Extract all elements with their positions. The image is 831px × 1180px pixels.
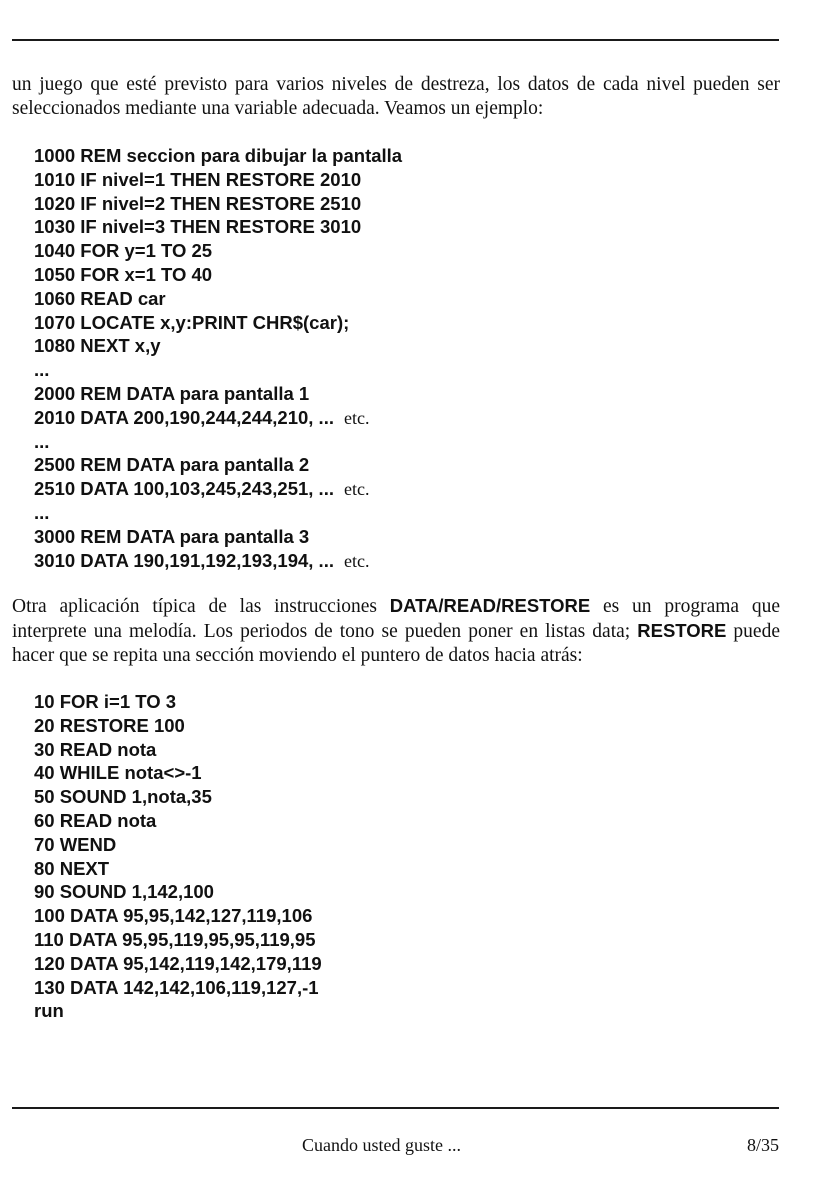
etc-label: etc. bbox=[343, 479, 370, 500]
code-text: 1010 IF nivel=1 THEN RESTORE 2010 bbox=[34, 168, 362, 190]
code-text: 1060 READ car bbox=[34, 287, 166, 309]
code-text: ... bbox=[34, 359, 50, 381]
melody-paragraph bbox=[12, 594, 780, 668]
code-line bbox=[34, 263, 402, 287]
paragraph-text: es un programa que interprete una melodía. Los periodos de tono se pueden poner en listas data; bbox=[12, 596, 780, 642]
code-line: 100 DATA 95,95,142,127,119,106 bbox=[34, 905, 313, 927]
top-rule bbox=[12, 39, 779, 41]
code-text: 1020 IF nivel=2 THEN RESTORE 2510 bbox=[34, 192, 362, 214]
etc-label: etc. bbox=[343, 407, 370, 428]
code-line: 50 SOUND 1,nota,35 bbox=[34, 786, 212, 808]
code-text: 2500 REM DATA para pantalla 2 bbox=[34, 454, 310, 476]
code-line bbox=[34, 311, 402, 335]
code-line: 90 SOUND 1,142,100 bbox=[34, 881, 214, 903]
code-line: 80 NEXT bbox=[34, 857, 110, 879]
code-text: 2000 REM DATA para pantalla 1 bbox=[34, 382, 310, 404]
code-line bbox=[34, 192, 402, 216]
code-text: 1000 REM seccion para dibujar la pantalla bbox=[34, 145, 403, 166]
code-text: 1030 IF nivel=3 THEN RESTORE 3010 bbox=[34, 216, 362, 238]
code-text: 1040 FOR y=1 TO 25 bbox=[34, 240, 213, 262]
code-text: 1050 FOR x=1 TO 40 bbox=[34, 263, 213, 285]
code-line bbox=[34, 144, 402, 168]
code-text: 3000 REM DATA para pantalla 3 bbox=[34, 525, 310, 547]
footer-title: Cuando usted guste ... bbox=[302, 1135, 461, 1155]
code-text: 3010 DATA 190,191,192,193,194, ... bbox=[34, 549, 334, 571]
code-line: 110 DATA 95,95,119,95,95,119,95 bbox=[34, 928, 316, 950]
code-line bbox=[34, 501, 402, 525]
code-line bbox=[34, 549, 402, 573]
code-line bbox=[34, 168, 402, 192]
keyword-data-read-restore: DATA/READ/RESTORE bbox=[389, 595, 591, 616]
code-line bbox=[34, 453, 402, 477]
code-line: run bbox=[34, 1000, 64, 1022]
code-line: 10 FOR i=1 TO 3 bbox=[34, 691, 177, 712]
code-line: 40 WHILE nota<>-1 bbox=[34, 762, 202, 784]
intro-paragraph: un juego que esté previsto para varios niveles de destreza, los datos de cada nivel pueden ser seleccionados mediante una variable adecuada. Veamos un ejemplo: bbox=[12, 74, 780, 119]
page-number: 8/35 bbox=[746, 1135, 779, 1155]
code-line: 20 RESTORE 100 bbox=[34, 714, 185, 736]
paragraph-text: Otra aplicación típica de las instrucciones bbox=[12, 596, 390, 617]
code-listing-screens bbox=[34, 144, 402, 572]
code-text: 1070 LOCATE x,y:PRINT CHR$(car); bbox=[34, 311, 350, 333]
code-line: 30 READ nota bbox=[34, 738, 157, 760]
code-line bbox=[34, 239, 402, 263]
code-line bbox=[34, 430, 402, 454]
code-line bbox=[34, 406, 402, 430]
code-line bbox=[34, 358, 402, 382]
code-text: ... bbox=[34, 501, 50, 523]
paragraph-text: puede hacer que se repita una sección moviendo el puntero de datos hacia atrás: bbox=[12, 621, 780, 666]
code-line bbox=[34, 334, 402, 358]
code-line bbox=[34, 287, 402, 311]
code-line: 70 WEND bbox=[34, 833, 117, 855]
code-line: 60 READ nota bbox=[34, 809, 157, 831]
code-line: 120 DATA 95,142,119,142,179,119 bbox=[34, 952, 322, 974]
code-listing-melody bbox=[34, 690, 322, 1023]
code-text: 2510 DATA 100,103,245,243,251, ... bbox=[34, 478, 334, 500]
code-line bbox=[34, 477, 402, 501]
code-text: ... bbox=[34, 430, 50, 452]
code-line bbox=[34, 525, 402, 549]
code-text: 1080 NEXT x,y bbox=[34, 335, 161, 357]
keyword-restore: RESTORE bbox=[637, 620, 727, 641]
bottom-rule bbox=[12, 1107, 779, 1109]
code-text: 2010 DATA 200,190,244,244,210, ... bbox=[34, 406, 334, 428]
code-line bbox=[34, 215, 402, 239]
code-line bbox=[34, 382, 402, 406]
code-line: 130 DATA 142,142,106,119,127,-1 bbox=[34, 976, 319, 998]
etc-label: etc. bbox=[343, 550, 370, 571]
